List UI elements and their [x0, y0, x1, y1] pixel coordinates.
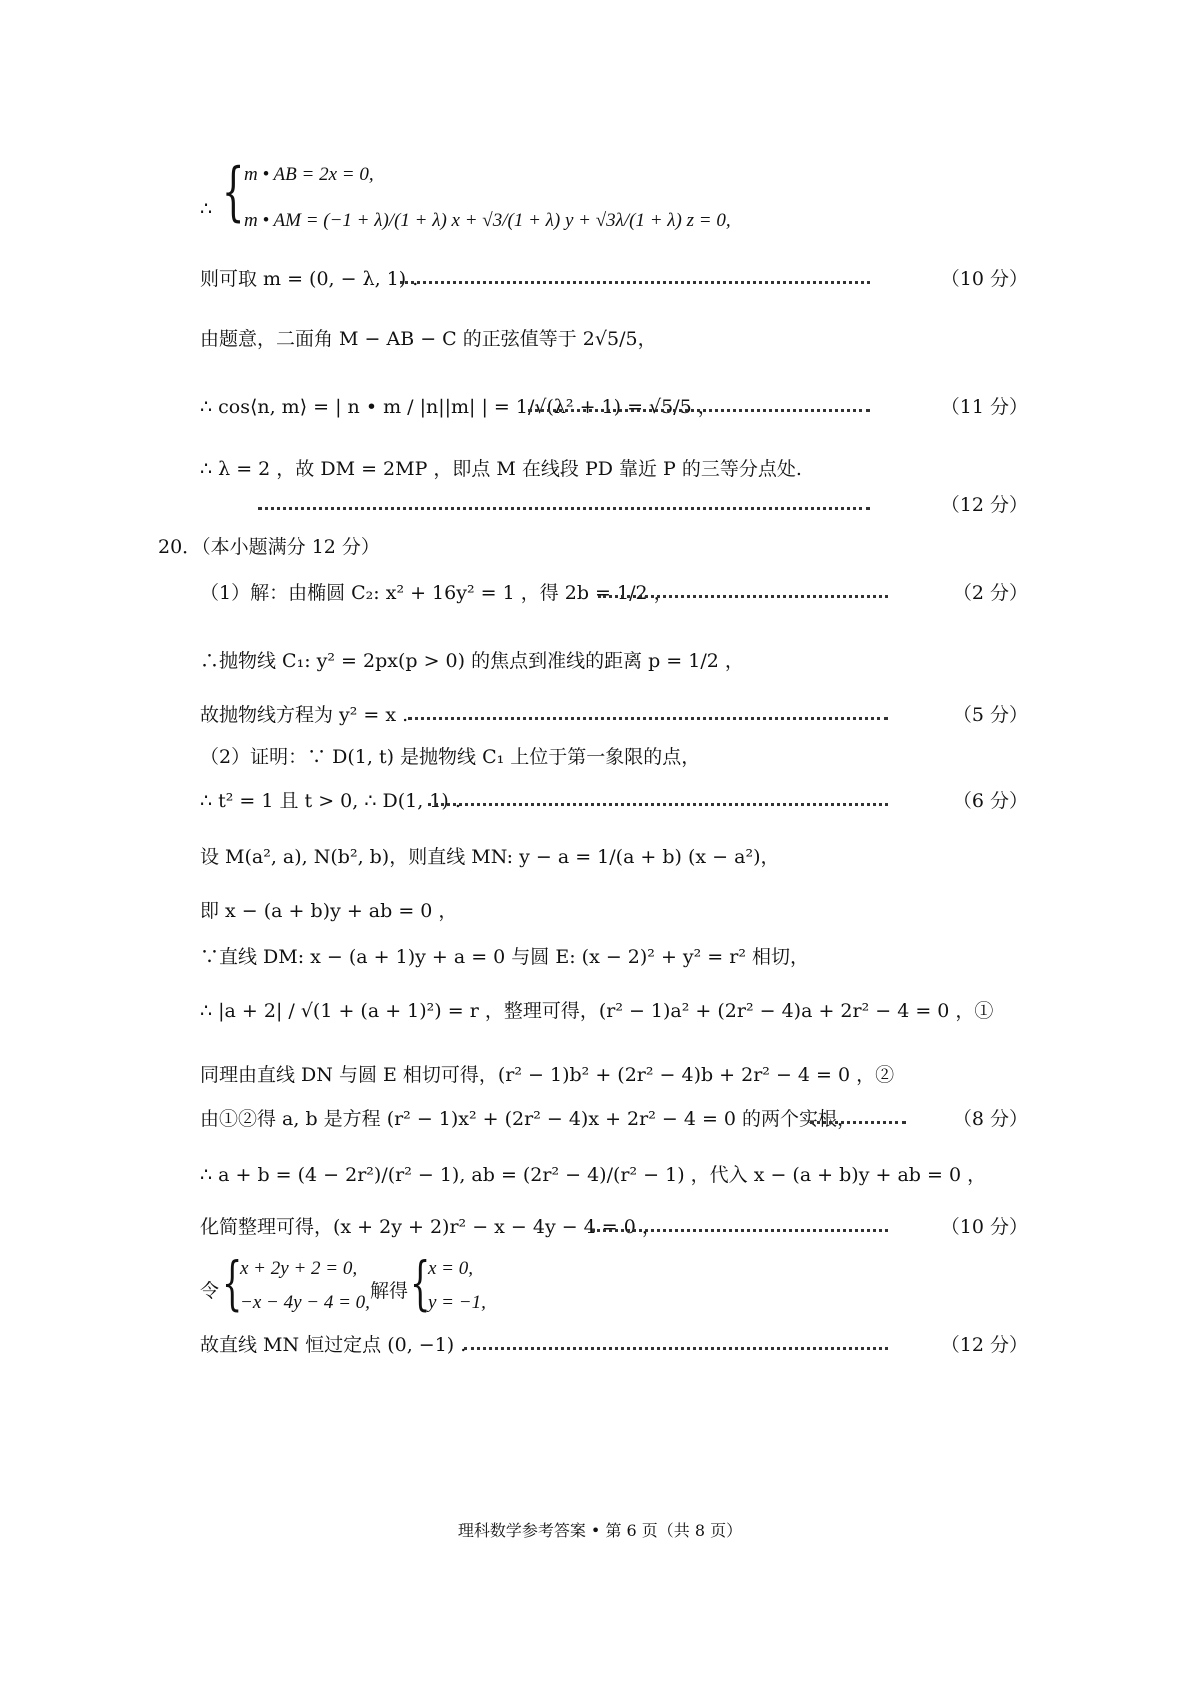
equation-system-3 — [410, 1249, 500, 1328]
solution-line — [0, 698, 1200, 732]
leader-dots — [464, 1347, 888, 1350]
leader-dots — [258, 507, 870, 510]
leader-dots — [528, 409, 870, 412]
solution-line — [0, 488, 1200, 522]
line-text: ∴ cos⟨n, m⟩ = | n • m / |n||m| | = 1/√(λ² + 1) = √5/5 ， — [200, 396, 717, 418]
line-text: 由①②得 a, b 是方程 (r² − 1)x² + (2r² − 4)x + 2r² − 4 = 0 的两个实根， — [200, 1108, 857, 1130]
line-text: 同理由直线 DN 与圆 E 相切可得，(r² − 1)b² + (2r² − 4)b + 2r² − 4 = 0 ，② — [200, 1064, 895, 1086]
solution-line — [0, 452, 1200, 486]
solution-line — [0, 576, 1200, 610]
left-brace: { — [222, 1249, 243, 1317]
leader-dots — [400, 281, 870, 284]
line-text: 解得 — [370, 1280, 409, 1302]
score-mark: （11 分） — [940, 396, 1028, 418]
line-text: ∴ t² = 1 且 t > 0, ∴ D(1, 1) . — [200, 790, 461, 812]
line-text: 则可取 m = (0, − λ, 1) . — [200, 268, 419, 290]
question-title: 20．（本小题满分 12 分） — [158, 536, 380, 558]
solution-line — [0, 840, 1200, 874]
question-heading — [0, 530, 1200, 564]
leader-dots — [428, 803, 888, 806]
system-row-1: x = 0, — [428, 1258, 474, 1279]
equation-system-2 — [222, 1249, 372, 1328]
solution-line — [0, 322, 1200, 356]
solution-line — [0, 1102, 1200, 1136]
system-row-2: y = −1, — [428, 1292, 486, 1313]
left-brace: { — [410, 1249, 431, 1317]
line-text: 化简整理可得，(x + 2y + 2)r² − x − 4y − 4 = 0 ， — [200, 1216, 661, 1238]
solution-line — [0, 1058, 1200, 1092]
solution-line — [0, 1328, 1200, 1362]
line-text: 故抛物线方程为 y² = x . — [200, 704, 409, 726]
line-text: （1）解：由椭圆 C₂: x² + 16y² = 1 ，得 2b = 1/2 ， — [200, 582, 673, 604]
line-text: 令 — [200, 1280, 220, 1302]
line-text: ∴ a + b = (4 − 2r²)/(r² − 1), ab = (2r² − 4)/(r² − 1) ，代入 x − (a + b)y + ab = 0 ， — [200, 1164, 987, 1186]
system-row-2: −x − 4y − 4 = 0, — [240, 1292, 370, 1313]
line-text: ∴ λ = 2 ，故 DM = 2MP ，即点 M 在线段 PD 靠近 P 的三等分点处. — [200, 458, 802, 480]
leader-dots — [408, 717, 888, 720]
therefore-symbol: ∴ — [200, 198, 213, 220]
vector-equation-system — [0, 155, 1200, 254]
equation-system-1 — [222, 155, 822, 254]
leader-dots — [592, 1229, 888, 1232]
score-mark: （12 分） — [940, 494, 1028, 516]
system-row-2: m • AM = (−1 + λ)/(1 + λ) x + √3/(1 + λ) y + √3λ/(1 + λ) z = 0, — [244, 210, 731, 231]
system-row-1: x + 2y + 2 = 0, — [240, 1258, 358, 1279]
solution-line — [0, 390, 1200, 424]
score-mark: （6 分） — [952, 790, 1028, 812]
line-text: 故直线 MN 恒过定点 (0, −1) . — [200, 1334, 467, 1356]
solution-line — [0, 1210, 1200, 1244]
line-text: ∴ |a + 2| / √(1 + (a + 1)²) = r ，整理可得，(r² − 1)a² + (2r² − 4)a + 2r² − 4 = 0 ，① — [200, 1000, 994, 1022]
equation-system-line — [0, 1249, 1200, 1328]
line-text: 即 x − (a + b)y + ab = 0 ， — [200, 900, 458, 922]
score-mark: （10 分） — [940, 268, 1028, 290]
score-mark: （10 分） — [940, 1216, 1028, 1238]
leader-dots — [810, 1121, 906, 1124]
line-text: 由题意，二面角 M − AB − C 的正弦值等于 2√5/5， — [200, 328, 657, 350]
score-mark: （12 分） — [940, 1334, 1028, 1356]
score-mark: （2 分） — [952, 582, 1028, 604]
line-text: 设 M(a², a), N(b², b)，则直线 MN: y − a = 1/(a + b) (x − a²)， — [200, 846, 780, 868]
page-footer: 理科数学参考答案 • 第 6 页（共 8 页） — [457, 1521, 743, 1540]
solution-line — [0, 644, 1200, 678]
solution-line — [0, 784, 1200, 818]
solution-line — [0, 994, 1200, 1028]
line-text: ∴抛物线 C₁: y² = 2px(p > 0) 的焦点到准线的距离 p = 1/2 ， — [200, 650, 744, 672]
leader-dots — [598, 595, 888, 598]
solution-line — [0, 1158, 1200, 1192]
left-brace: { — [222, 155, 245, 229]
score-mark: （8 分） — [952, 1108, 1028, 1130]
line-text: （2）证明：∵ D(1, t) 是抛物线 C₁ 上位于第一象限的点， — [200, 746, 701, 768]
score-mark: （5 分） — [952, 704, 1028, 726]
system-row-1: m • AB = 2x = 0, — [244, 164, 374, 185]
solution-line — [0, 894, 1200, 928]
line-text: ∵直线 DM: x − (a + 1)y + a = 0 与圆 E: (x − 2)² + y² = r² 相切， — [200, 946, 809, 968]
solution-line — [0, 940, 1200, 974]
solution-line — [0, 262, 1200, 296]
solution-line — [0, 740, 1200, 774]
